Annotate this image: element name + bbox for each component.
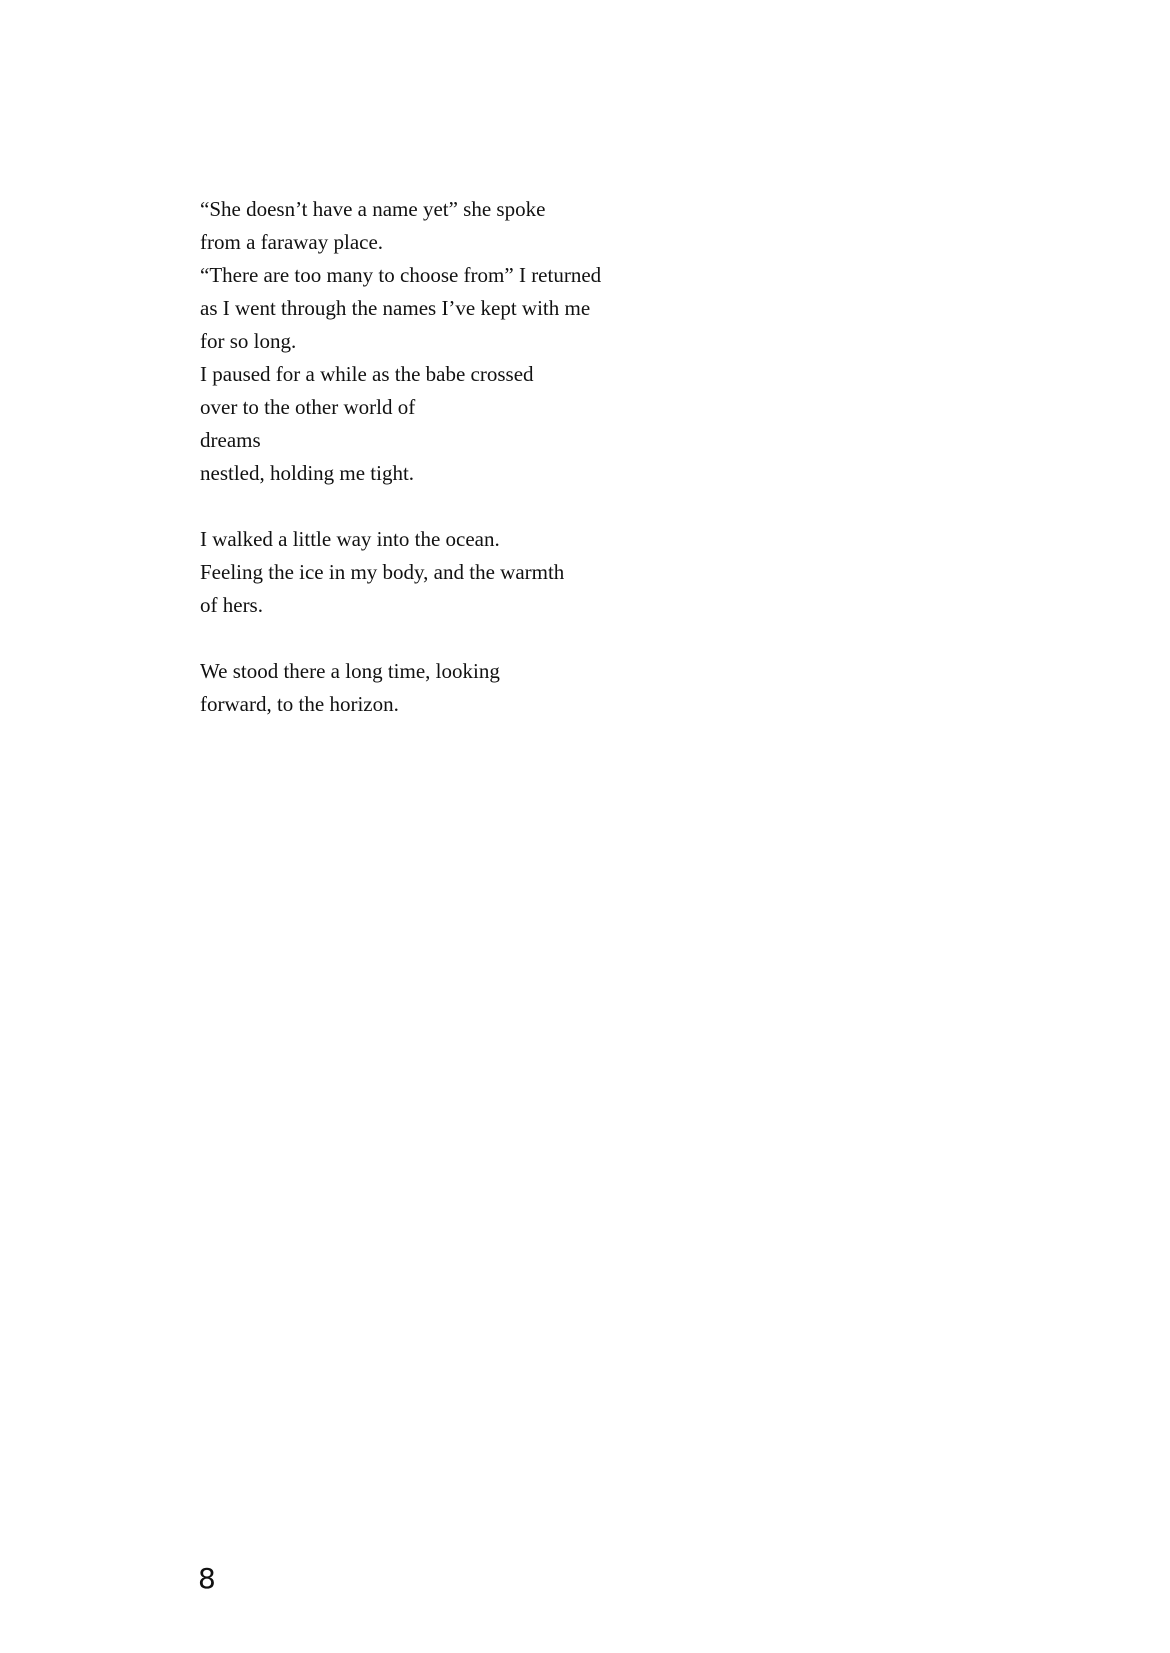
stanza-1	[200, 193, 900, 490]
poem-line: nestled, holding me tight.	[200, 461, 415, 485]
poem-line: dreams	[200, 428, 261, 452]
poem-line: I paused for a while as the babe crossed	[200, 362, 534, 386]
poem-body	[200, 193, 900, 721]
stanza-3	[200, 655, 900, 721]
page-number: 8	[198, 1562, 216, 1595]
poem-line: over to the other world of	[200, 395, 416, 419]
poem-line: We stood there a long time, looking	[200, 659, 500, 683]
poem-line: from a faraway place.	[200, 230, 384, 254]
poem-line: I walked a little way into the ocean.	[200, 527, 500, 551]
poem-line: Feeling the ice in my body, and the warmth	[200, 560, 565, 584]
poem-line: of hers.	[200, 593, 263, 617]
poem-line: forward, to the horizon.	[200, 692, 399, 716]
poem-line: “She doesn’t have a name yet” she spoke	[200, 197, 546, 221]
poem-line: as I went through the names I’ve kept with me	[200, 296, 591, 320]
poem-line: “There are too many to choose from” I returned	[200, 263, 602, 287]
stanza-2	[200, 523, 900, 622]
poem-line: for so long.	[200, 329, 297, 353]
